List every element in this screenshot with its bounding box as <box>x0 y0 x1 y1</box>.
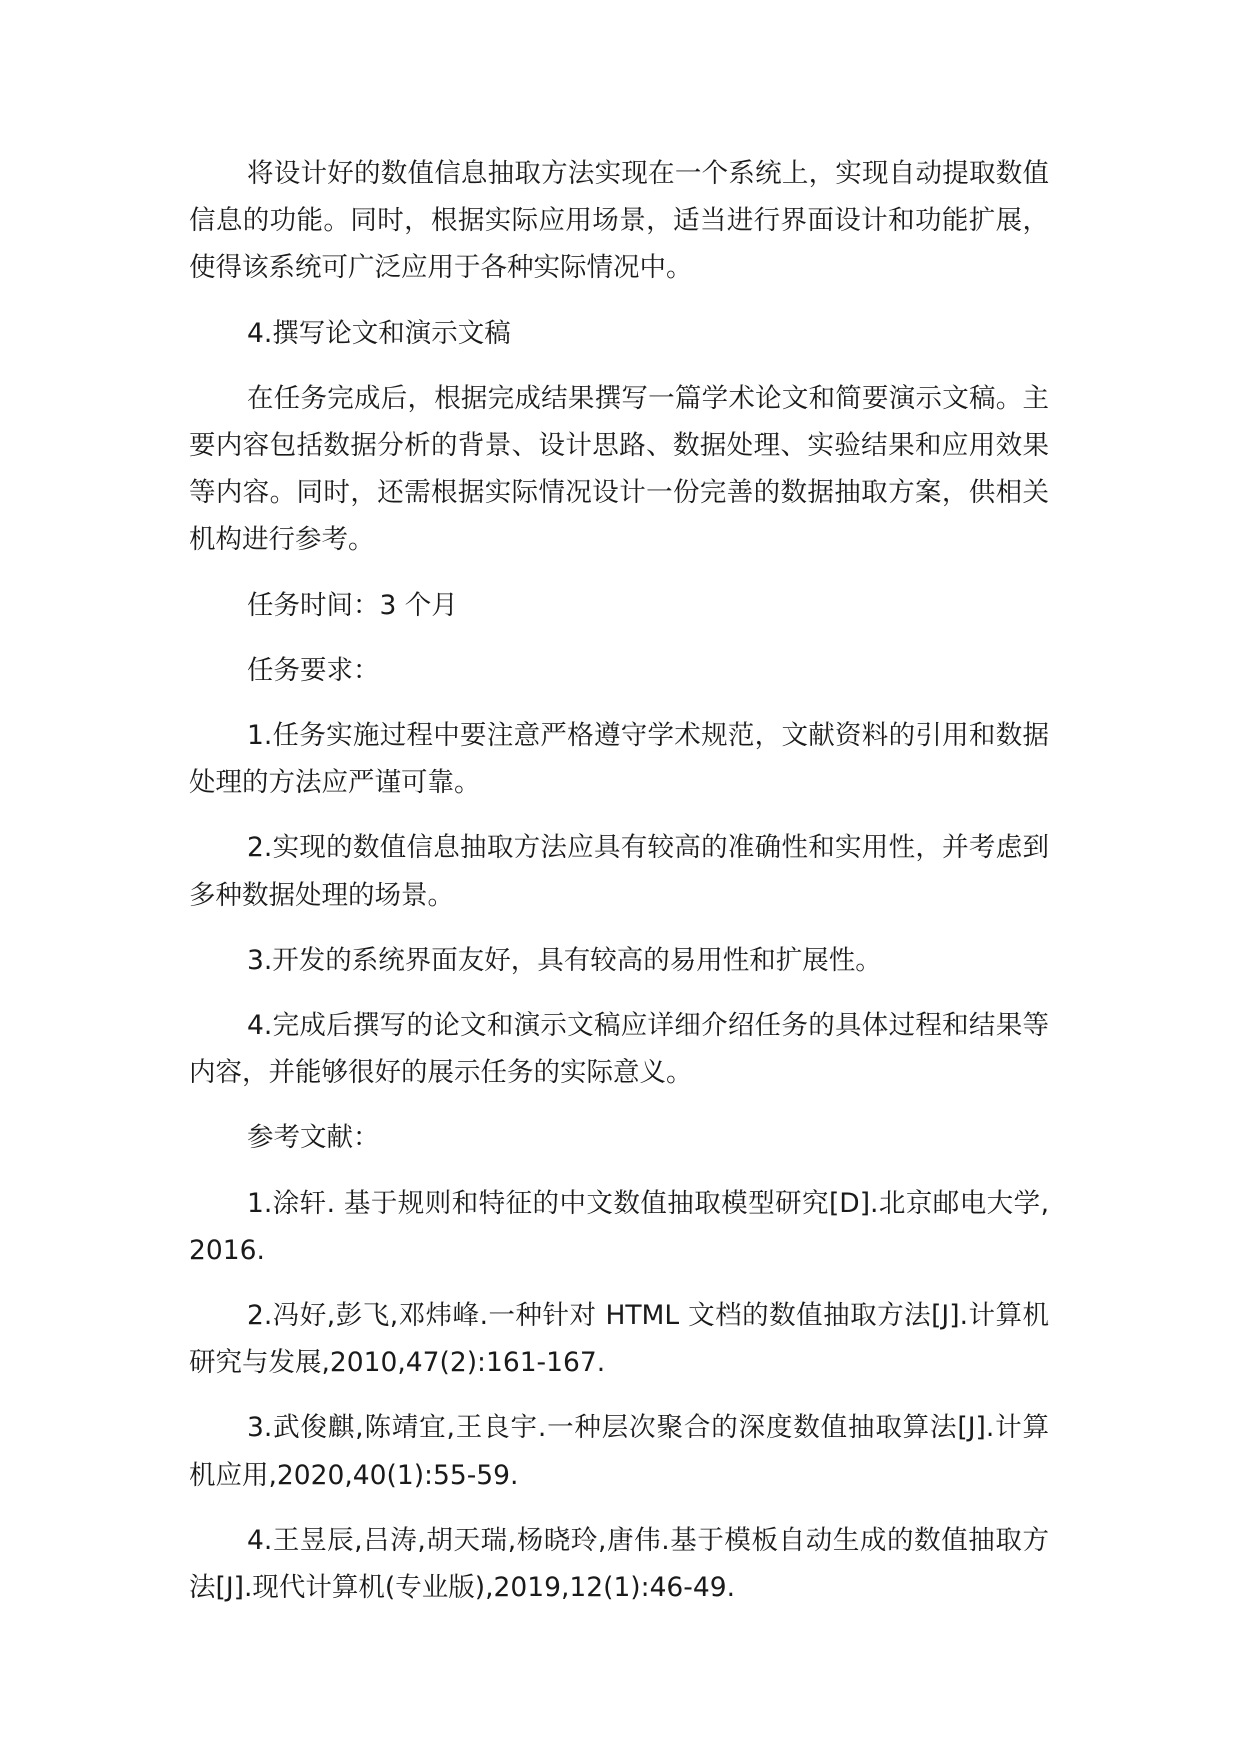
requirement-item-3: 3.开发的系统界面友好，具有较高的易用性和扩展性。 <box>247 944 882 976</box>
requirement-item-4: 4.完成后撰写的论文和演示文稿应详细介绍任务的具体过程和结果等内容，并能够很好的展示任务的实际意义。 <box>189 1010 1049 1089</box>
requirement-item-1: 1.任务实施过程中要注意严格遵守学术规范，文献资料的引用和数据处理的方法应严谨可靠。 <box>189 720 1049 799</box>
heading-write-paper: 4.撰写论文和演示文稿 <box>247 317 511 349</box>
task-duration: 任务时间：3 个月 <box>247 589 458 621</box>
paragraph-paper-content: 在任务完成后，根据完成结果撰写一篇学术论文和简要演示文稿。主要内容包括数据分析的背景、设计思路、数据处理、实验结果和应用效果等内容。同时，还需根据实际情况设计一份完善的数据抽取方案，供相关机构进行参考。 <box>189 382 1049 556</box>
requirement-item-2: 2.实现的数值信息抽取方法应具有较高的准确性和实用性，并考虑到多种数据处理的场景。 <box>189 832 1049 911</box>
reference-item-2: 2.冯好,彭飞,邓炜峰.一种针对 HTML 文档的数值抽取方法[J].计算机研究与发展,2010,47(2):161-167. <box>189 1300 1049 1379</box>
reference-item-1: 1.涂轩. 基于规则和特征的中文数值抽取模型研究[D].北京邮电大学,2016. <box>189 1187 1049 1266</box>
reference-item-4: 4.王昱辰,吕涛,胡天瑞,杨晓玲,唐伟.基于模板自动生成的数值抽取方法[J].现代计算机(专业版),2019,12(1):46-49. <box>189 1524 1049 1604</box>
document-body <box>189 150 1049 1611</box>
reference-item-3: 3.武俊麒,陈靖宜,王良宇.一种层次聚合的深度数值抽取算法[J].计算机应用,2020,40(1):55-59. <box>189 1412 1049 1491</box>
task-requirements-heading: 任务要求： <box>247 654 380 686</box>
paragraph-system-implementation: 将设计好的数值信息抽取方法实现在一个系统上，实现自动提取数值信息的功能。同时，根据实际应用场景，适当进行界面设计和功能扩展，使得该系统可广泛应用于各种实际情况中。 <box>189 158 1049 284</box>
references-heading: 参考文献： <box>247 1122 380 1154</box>
